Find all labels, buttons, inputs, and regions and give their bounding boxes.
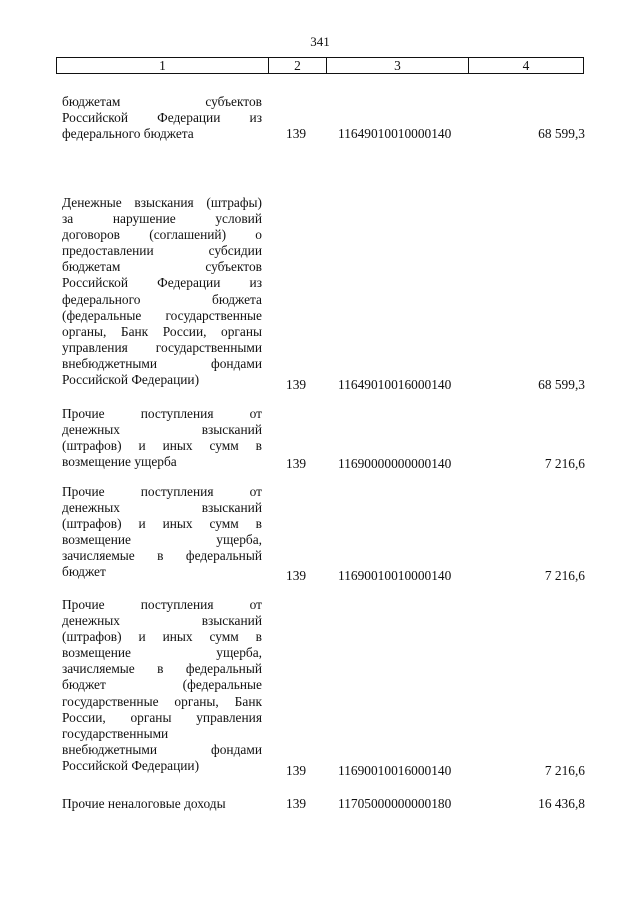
row-description: Прочие поступления от денежных взысканий (штрафов) и иных сумм в возмещение ущерба, зачисляемые в федеральный бюджет — [62, 484, 262, 580]
row-amount: 16 436,8 — [538, 796, 585, 811]
row-code: 139 — [286, 456, 307, 471]
row-kbk: 11690010016000140 — [338, 763, 452, 778]
table-header — [56, 57, 584, 74]
header-col-2: 2 — [269, 58, 327, 73]
row-description: бюджетам субъектов Российской Федерации из федерального бюджета — [62, 94, 262, 142]
row-kbk: 11705000000000180 — [338, 796, 452, 811]
row-description: Прочие неналоговые доходы — [62, 796, 226, 811]
row-description: Прочие поступления от денежных взысканий (штрафов) и иных сумм в возмещение ущерба, зачисляемые в федеральный бюджет (федеральные государственные органы, Банк России, органы управления государственными внебюджетными фондами Российской Федерации) — [62, 597, 262, 773]
row-code: 139 — [286, 568, 307, 583]
row-amount: 7 216,6 — [544, 456, 585, 471]
header-col-1: 1 — [57, 58, 269, 73]
row-amount: 68 599,3 — [538, 377, 585, 392]
row-code: 139 — [286, 796, 307, 811]
row-kbk: 11690010010000140 — [338, 568, 452, 583]
row-code: 139 — [286, 377, 307, 392]
row-amount: 7 216,6 — [544, 763, 585, 778]
header-col-4: 4 — [522, 58, 530, 73]
row-amount: 68 599,3 — [538, 126, 585, 141]
row-kbk: 11690000000000140 — [338, 456, 452, 471]
header-col-3: 3 — [327, 58, 469, 73]
row-description: Прочие поступления от денежных взысканий (штрафов) и иных сумм в возмещение ущерба — [62, 406, 262, 470]
row-description: Денежные взыскания (штрафы) за нарушение условий договоров (соглашений) о предоставлении субсидии бюджетам субъектов Российской Федерации из федерального бюджета (федеральные государственные органы, Банк России, органы управления государственными внебюджетными фондами Российской Федерации) — [62, 195, 262, 388]
row-kbk: 11649010010000140 — [338, 126, 452, 141]
page-number: 341 — [310, 34, 330, 49]
row-amount: 7 216,6 — [544, 568, 585, 583]
row-kbk: 11649010016000140 — [338, 377, 452, 392]
row-code: 139 — [286, 763, 307, 778]
row-code: 139 — [286, 126, 307, 141]
